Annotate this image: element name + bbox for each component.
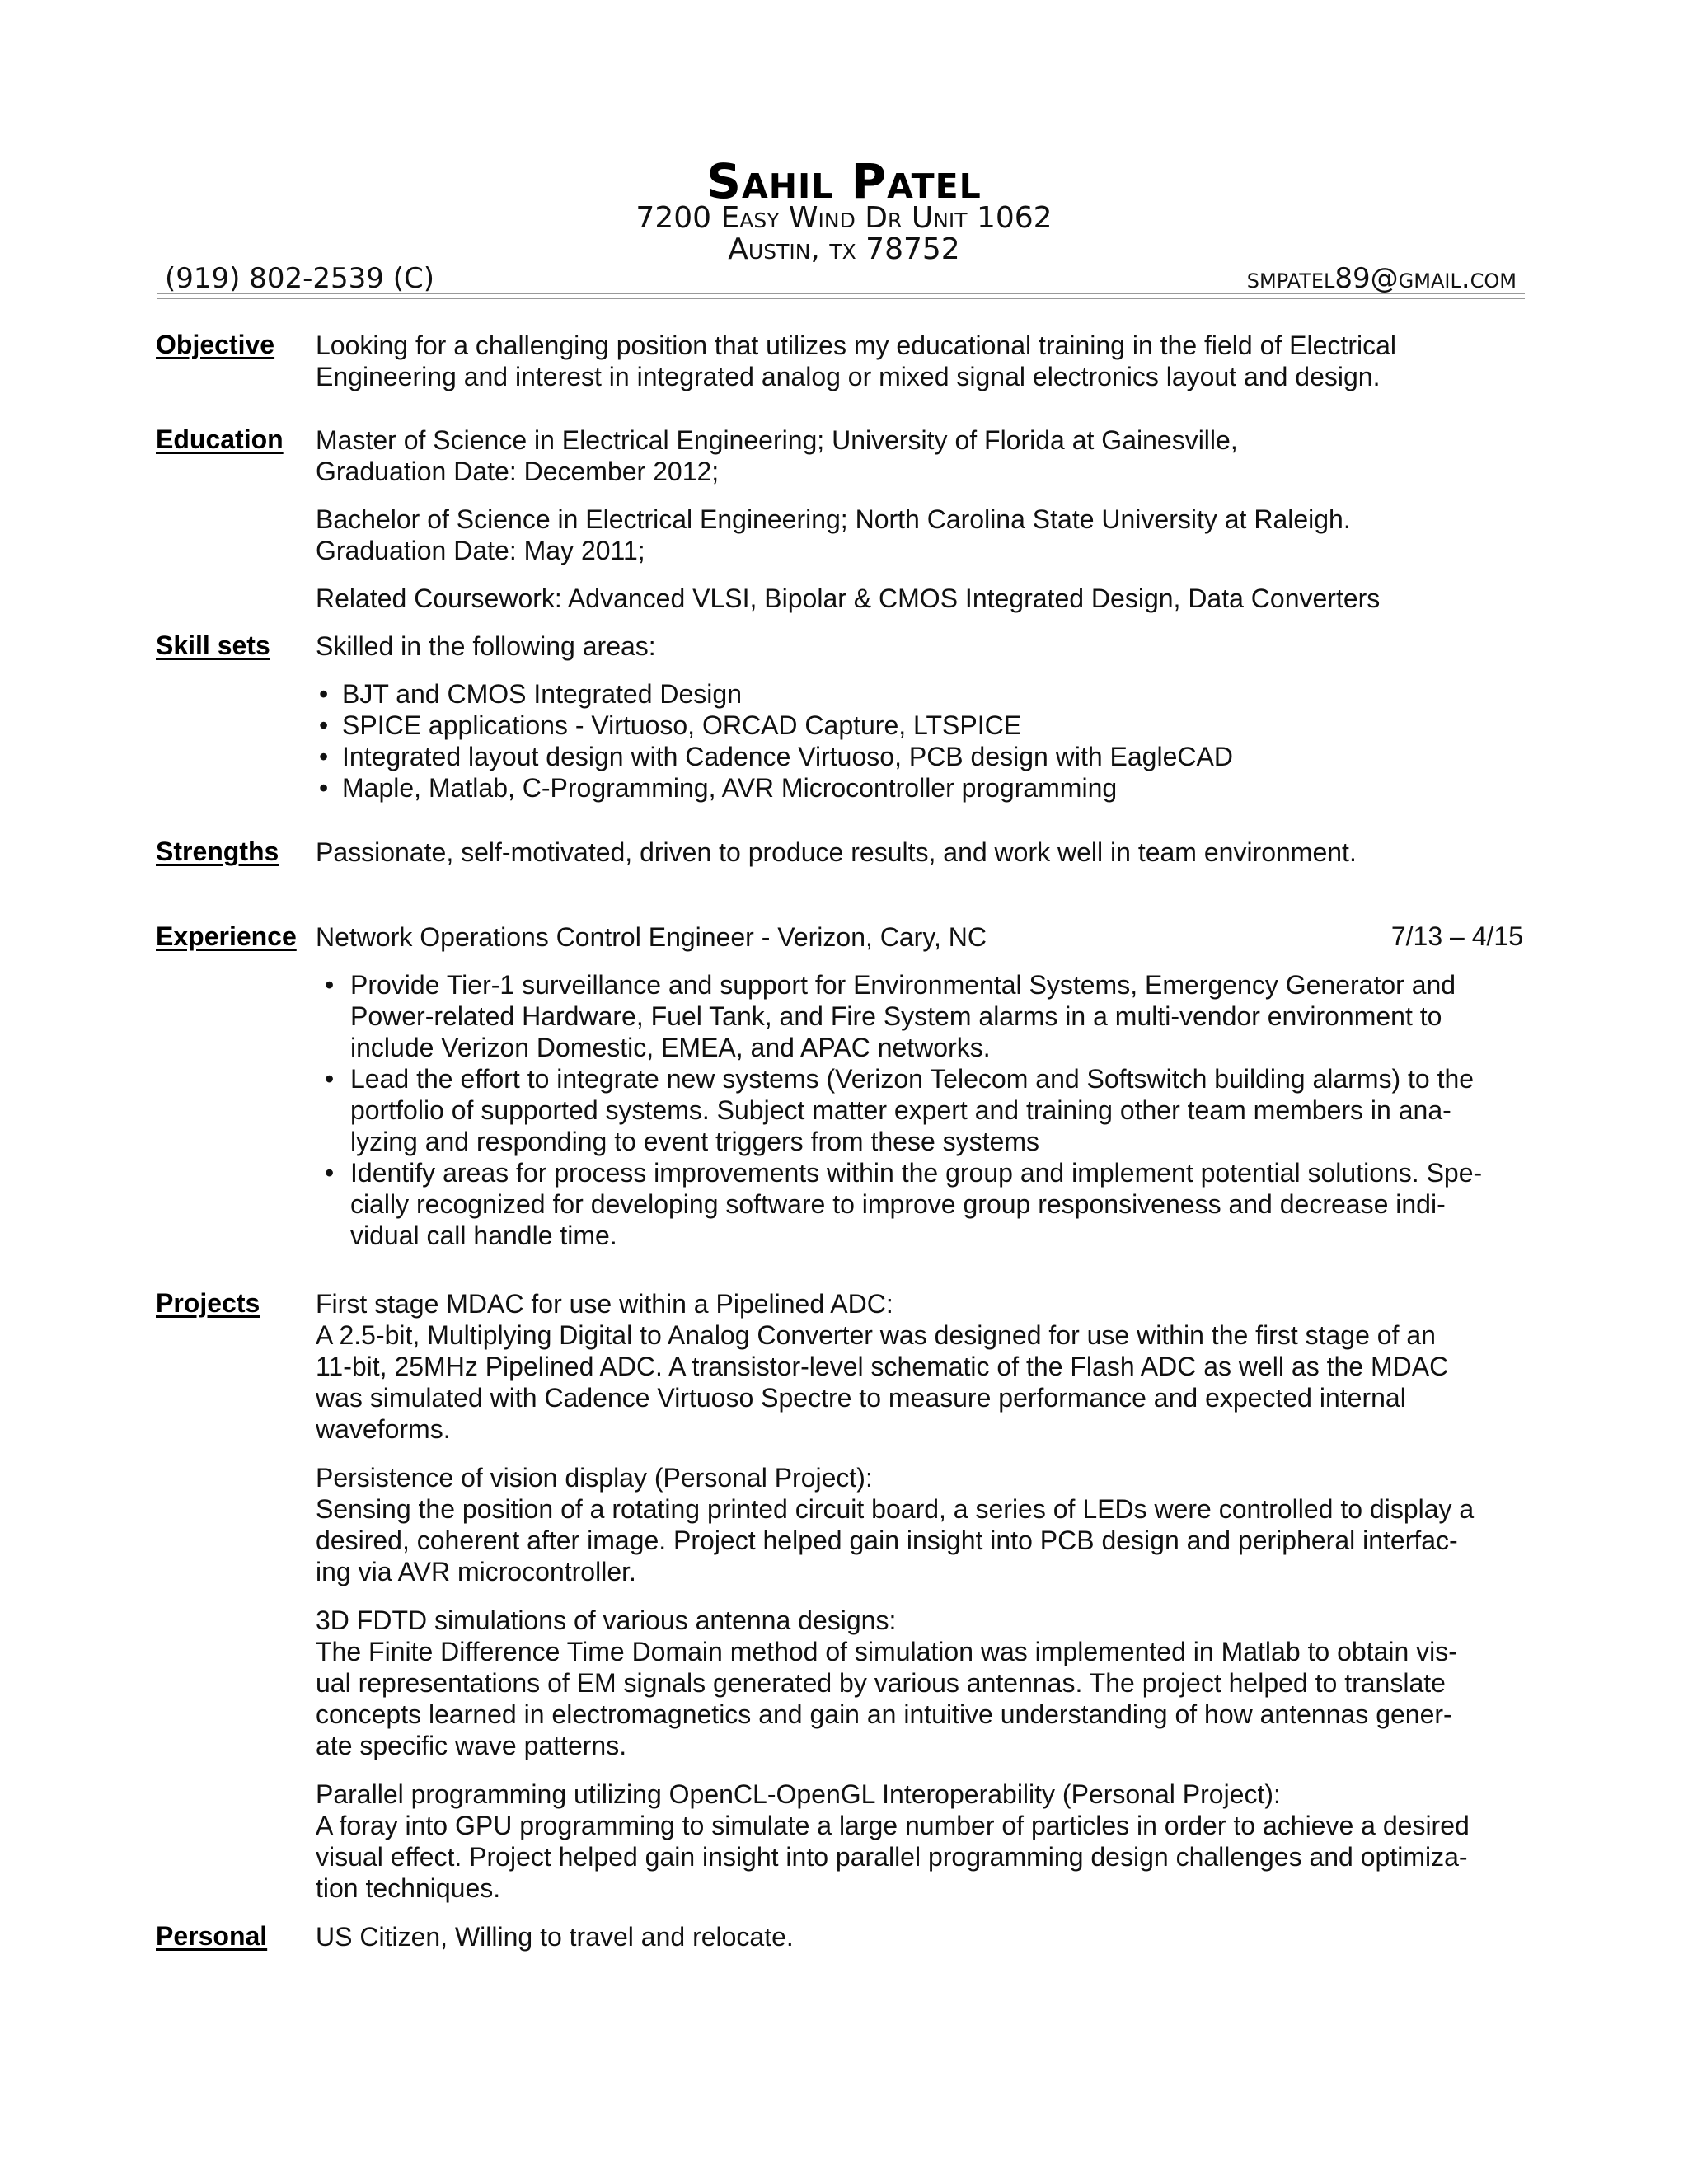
bullet-line: Lead the effort to integrate new systems (Verizon Telecom and Softswitch building alarms) to the	[350, 1064, 1475, 1094]
list-item	[302, 969, 1522, 1063]
address-line-2: Austin, tx 78752	[728, 232, 960, 266]
education-degree: Bachelor of Science in Electrical Engineering; North Carolina State University at Raleigh.	[316, 504, 1351, 534]
project-line: waveforms.	[316, 1414, 451, 1444]
project-line: ing via AVR microcontroller.	[316, 1557, 636, 1586]
objective-line: Engineering and interest in integrated analog or mixed signal electronics layout and design.	[316, 362, 1381, 391]
skills-label: Skill sets	[156, 630, 270, 660]
project-entry	[316, 1288, 1536, 1445]
list-item: • Integrated layout design with Cadence Virtuoso, PCB design with EagleCAD	[316, 741, 1536, 772]
experience-bullets	[302, 969, 1522, 1251]
job-dates: 7/13 – 4/15	[1390, 921, 1523, 951]
education-grad-date: Graduation Date: May 2011;	[316, 536, 645, 565]
strengths-text: Passionate, self-motivated, driven to produce results, and work well in team environment.	[316, 837, 1357, 867]
objective-label: Objective	[156, 330, 275, 359]
phone-number: (919) 802-2539 (C)	[165, 262, 435, 295]
project-line: Sensing the position of a rotating printed circuit board, a series of LEDs were controlled to display a	[316, 1494, 1475, 1524]
project-line: ual representations of EM signals generated by various antennas. The project helped to translate	[316, 1668, 1446, 1698]
bullet-line: portfolio of supported systems. Subject matter expert and training other team members in ana-	[350, 1095, 1451, 1125]
project-entry	[316, 1779, 1536, 1904]
personal-label: Personal	[156, 1921, 268, 1951]
objective-text	[316, 330, 1536, 392]
project-entry	[316, 1605, 1536, 1761]
strengths-label: Strengths	[156, 837, 279, 866]
list-item: • Maple, Matlab, C-Programming, AVR Microcontroller programming	[316, 772, 1536, 804]
skills-intro: Skilled in the following areas:	[316, 631, 656, 661]
education-degree: Master of Science in Electrical Engineering; University of Florida at Gainesville,	[316, 425, 1238, 455]
project-entry	[316, 1462, 1536, 1587]
bullet-line: Power-related Hardware, Fuel Tank, and Fire System alarms in a multi-vendor environment to	[350, 1001, 1442, 1031]
project-line: 11-bit, 25MHz Pipelined ADC. A transistor-level schematic of the Flash ADC as well as the MDAC	[316, 1352, 1449, 1381]
bullet-line: cially recognized for developing software to improve group responsiveness and decrease indi-	[350, 1189, 1446, 1219]
job-title: Network Operations Control Engineer - Verizon, Cary, NC	[316, 922, 987, 952]
objective-line: Looking for a challenging position that utilizes my educational training in the field of Electrical	[316, 330, 1396, 360]
skills-list	[316, 678, 1536, 804]
experience-label: Experience	[156, 921, 297, 951]
project-line: was simulated with Cadence Virtuoso Spectre to measure performance and expected internal	[316, 1383, 1406, 1413]
project-line: A foray into GPU programming to simulate a large number of particles in order to achieve a desired	[316, 1811, 1470, 1840]
list-item	[302, 1063, 1522, 1157]
project-title: Persistence of vision display (Personal Project):	[316, 1463, 873, 1493]
address-line-1: 7200 Easy Wind Dr Unit 1062	[635, 201, 1053, 235]
project-line: ate specific wave patterns.	[316, 1731, 627, 1760]
project-line: visual effect. Project helped gain insight into parallel programming design challenges and optimiza-	[316, 1842, 1468, 1872]
list-item: • SPICE applications - Virtuoso, ORCAD Capture, LTSPICE	[316, 710, 1536, 741]
education-entry	[316, 424, 1536, 487]
list-item	[302, 1157, 1522, 1251]
personal-text: US Citizen, Willing to travel and relocate.	[316, 1922, 794, 1952]
project-line: A 2.5-bit, Multiplying Digital to Analog Converter was designed for use within the first stage of an	[316, 1320, 1436, 1350]
email-address: smpatel89@gmail.com	[1246, 262, 1517, 295]
list-item: • BJT and CMOS Integrated Design	[316, 678, 1536, 710]
bullet-line: vidual call handle time.	[350, 1221, 617, 1250]
candidate-name: Sahil Patel	[706, 153, 982, 209]
education-coursework: Related Coursework: Advanced VLSI, Bipolar & CMOS Integrated Design, Data Converters	[316, 583, 1381, 613]
project-line: desired, coherent after image. Project helped gain insight into PCB design and peripheral interfac-	[316, 1526, 1458, 1555]
bullet-line: lyzing and responding to event triggers from these systems	[350, 1127, 1039, 1156]
bullet-line: include Verizon Domestic, EMEA, and APAC networks.	[350, 1033, 991, 1062]
project-line: tion techniques.	[316, 1873, 501, 1903]
project-line: concepts learned in electromagnetics and gain an intuitive understanding of how antennas gener-	[316, 1699, 1452, 1729]
education-entry	[316, 504, 1536, 566]
project-title: First stage MDAC for use within a Pipelined ADC:	[316, 1289, 893, 1319]
header-divider	[157, 293, 1525, 299]
bullet-line: Provide Tier-1 surveillance and support for Environmental Systems, Emergency Generator and	[350, 970, 1456, 1000]
education-grad-date: Graduation Date: December 2012;	[316, 457, 720, 486]
education-label: Education	[156, 424, 284, 454]
bullet-line: Identify areas for process improvements within the group and implement potential solutions. Spe-	[350, 1158, 1483, 1188]
project-title: 3D FDTD simulations of various antenna designs:	[316, 1605, 897, 1635]
project-line: The Finite Difference Time Domain method of simulation was implemented in Matlab to obtain vis-	[316, 1637, 1457, 1666]
project-title: Parallel programming utilizing OpenCL-OpenGL Interoperability (Personal Project):	[316, 1779, 1281, 1809]
projects-label: Projects	[156, 1288, 260, 1318]
